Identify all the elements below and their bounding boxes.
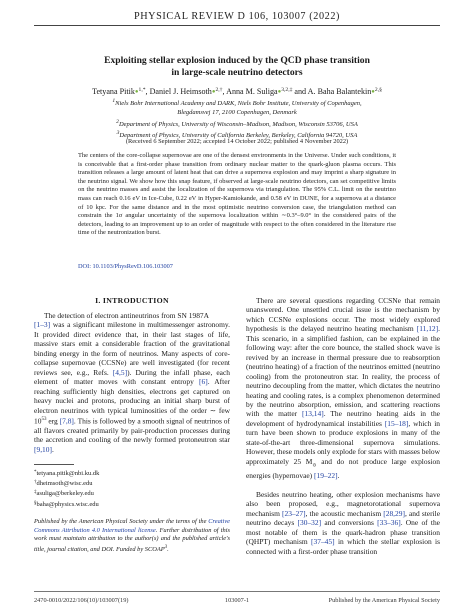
citation-link[interactable]: [13,14] (302, 409, 324, 419)
orcid-icon[interactable]: ● (134, 89, 139, 95)
orcid-icon[interactable]: ● (371, 89, 375, 95)
author-suliga[interactable]: Anna M. Suliga (226, 87, 278, 96)
body-text: There are several questions regarding CCSNe that remain unanswered. One unsettled crucial issue is the mechanism by which CCSNe explosions occur. The most widely explored hypothesis is the delayed neutrino heating mechanism (246, 296, 440, 334)
license-note (34, 518, 230, 555)
body-text: in which the stellar explosion is connected with a first-order phase transition (246, 537, 441, 556)
footnote-marker: ‡ (34, 490, 37, 496)
license-text: Published by the American Physical Society under the terms of the (34, 518, 209, 525)
email-heimsoth[interactable]: dheimsoth@wisc.edu (36, 480, 93, 488)
intro-right-paragraph-2 (246, 490, 440, 556)
received-dates: (Received 6 September 2022; accepted 14 October 2022; published 4 November 2022) (125, 138, 349, 145)
footnote-marker: † (34, 480, 37, 486)
affiliation-3: Department of Physics, University of California Berkeley, Berkeley, California 94720, USA (119, 132, 358, 140)
body-text: erg (46, 416, 60, 426)
doi-link[interactable]: DOI: 10.1103/PhysRevD.106.103007 (78, 263, 173, 270)
author-marker: 1,* (138, 87, 146, 93)
footnote-separator (34, 464, 74, 465)
affiliation-number: 2 (116, 118, 119, 125)
title-line-1: Exploiting stellar explosion induced by the QCD phase transition (104, 55, 370, 66)
citation-link[interactable]: [4,5] (112, 367, 128, 377)
author-emails (34, 468, 230, 509)
citation-link[interactable]: [33–36] (377, 518, 401, 528)
body-text: and conversions (321, 518, 378, 528)
email-pitik[interactable]: tetyana.pitik@nbi.ku.dk (36, 470, 100, 477)
email-balantekin[interactable]: baha@physics.wisc.edu (36, 500, 99, 508)
footer-publisher: Published by the American Physical Society (328, 597, 440, 604)
body-text: . After reaching sufficiently high densities, electrons get captured on heavy nuclei and protons, producing an initial sharp burst of electron neutrinos with typical luminosities of the order ∼ few 10 (34, 377, 230, 426)
body-text: . This scenario, in a simplified fashion, can be explained in the following way: after the core bounce, the stalled shock wave is revived by an increase in thermal pressure due to reabsorption (neutrino heating) of a fraction of the neutrinos emitted (neutrino cooling) from the protoneutron star. In reality, the process of neutrino decoupling from the matter, which dictates the neutrino heating and cooling rates, is a complex phenomenon determined by the neutrino absorption, emission, and scattering reactions with the matter (246, 324, 440, 419)
author-list: Tetyana Pitik●$^{1,*}$, Daniel J. Heimsoth●$^{2,\dagger}$, Anna M. Suliga●$^{3,2,\ddagger}$ and A. Baha Balantekin●$^{2,\S}$ (92, 87, 382, 96)
citation-link[interactable]: [6] (199, 377, 208, 387)
orcid-icon[interactable]: ● (211, 89, 216, 95)
citation-link[interactable]: [15–18] (384, 418, 409, 428)
email-suliga[interactable]: asuliga@berkeley.edu (36, 490, 94, 498)
author-balantekin[interactable]: and A. Baha Balantekin (294, 87, 372, 96)
journal-header: PHYSICAL REVIEW D 106, 103007 (2022) (133, 11, 341, 22)
exponent: 3 (164, 544, 168, 550)
body-text: and do not produce large explosion energies (hypernovae) (246, 456, 440, 480)
intro-right-paragraph-1 (246, 296, 440, 480)
affiliation-number: 1 (112, 98, 116, 104)
body-text: , which in turn have been shown to produce explosions in many of the state-of-the-art three-dimensional supernova simulations. However, these models only explode for stars with masses below approximately 25 M (246, 418, 441, 466)
page-number: 103007-1 (224, 597, 250, 604)
citation-link[interactable]: [9,10] (34, 444, 52, 454)
body-text: was a significant milestone in multimessenger astronomy. It provided direct evidence that, in their last stages of life, massive stars emit a considerable fraction of the gravitational binding energy in the form of neutrinos. Many aspects of core-collapse supernovae (CCSNe) are well investigated (for recent reviews see, e.g., Refs. (34, 320, 230, 377)
license-text: . (167, 545, 169, 553)
intro-left-paragraph (34, 311, 230, 454)
abstract: The centers of the core-collapse supernovae are one of the densest environments in the Universe. Under such conditions, it is conceivable that a first-order phase transition from ordinary nuclear matter to the quark-gluon plasma occurs. This transition releases a large amount of latent heat that can drive a supernova explosion and may imprint a sharp signature in the neutrino signal. We show how this snap feature, if observed at large-scale neutrino detectors, can set competitive limits on the neutrino masses and assist the localization of the supernova via triangulation. The 95% C.L. limit on the neutrino mass can reach 0.16 eV in Ice-Cube, 0.22 eV in Hyper-Kamiokande, and 0.58 eV in DUNE, for a supernova at a distance of 10 kpc. For the same distance and in the most optimistic neutrino conversion case, the triangulation method can constrain the 1σ angular uncertainty of the supernova localization within ∼0.3°–9.0° in the considered pairs of the detectors, leading to an improvement up to an order of magnitude with respect to the often considered in the literature rise time of the neutronization burst. (78, 152, 396, 237)
title-line-2: in large-scale neutrino detectors (171, 67, 303, 78)
author-marker: 3,2,‡ (281, 87, 293, 93)
affiliation-1-address: Blegdamsvej 17, 2100 Copenhagen, Denmark (177, 108, 297, 116)
header-rule (34, 25, 440, 26)
section-heading: I. INTRODUCTION (95, 296, 169, 305)
article-title (34, 55, 440, 79)
orcid-icon[interactable]: ● (277, 89, 282, 95)
citation-link[interactable]: [37–45] (311, 537, 335, 547)
author-marker: 2,§ (374, 87, 382, 93)
body-text: ). During the infall phase, each element of matter moves with constant entropy (34, 367, 231, 387)
author-marker: 2,† (215, 87, 223, 93)
citation-link[interactable]: [1–3] (34, 320, 51, 330)
body-text: . (51, 444, 54, 454)
citation-link[interactable]: [7,8] (59, 416, 74, 426)
body-text: , and sterile neutrino decays (246, 508, 440, 528)
body-text: . This is followed by a smooth signal of neutrinos of all flavors created primarily by pair-production processes during the accretion and cooling of the newly formed protoneutron star (34, 416, 230, 445)
author-pitik[interactable]: Tetyana Pitik (92, 87, 135, 96)
body-text: Besides neutrino heating, other explosion mechanisms have also been proposed, e.g., magnetorotational supernova mechanism (246, 490, 440, 518)
author-heimsoth[interactable]: Daniel J. Heimsoth (149, 87, 212, 96)
body-text: , the acoustic mechanism (305, 508, 384, 518)
affiliation-1: Niels Bohr International Academy and DARK, Niels Bohr Institute, University of Copenhagen, (115, 100, 362, 107)
license-text: . Further distribution of this work must maintain attribution to the author(s) and the published article's title, journal citation, and DOI. Funded by SCOAP (34, 526, 230, 553)
body-text: . The neutrino heating aids in the development of hydrodynamical instabilities (246, 409, 440, 428)
affiliations (34, 97, 440, 141)
citation-link[interactable]: [11,12] (416, 324, 439, 334)
footnote-marker: * (34, 470, 37, 475)
body-text: . (337, 470, 340, 480)
footer-rule (34, 591, 440, 592)
affiliation-number: 3 (116, 130, 120, 137)
license-link[interactable]: Creative Commons Attribution 4.0 International license (34, 518, 230, 534)
citation-link[interactable]: [30–32] (297, 518, 322, 528)
exponent: 53 (41, 416, 47, 422)
body-text: The detection of electron antineutrinos from SN 1987A (44, 311, 210, 320)
footnote-marker: § (34, 500, 37, 506)
affiliation-2: Department of Physics, University of Wisconsin–Madison, Madison, Wisconsin 53706, USA (118, 120, 358, 128)
citation-link[interactable]: [28,29] (383, 508, 405, 518)
solar-mass-symbol: ⊙ (312, 463, 317, 469)
body-text: . One of the most notable of them is the quark-hadron phase transition (QHPT) mechanism (246, 518, 440, 547)
footer-issn: 2470-0010/2022/106(10)/103007(19) (34, 597, 129, 604)
citation-link[interactable]: [19–22] (314, 470, 338, 480)
citation-link[interactable]: [23–27] (282, 508, 306, 518)
